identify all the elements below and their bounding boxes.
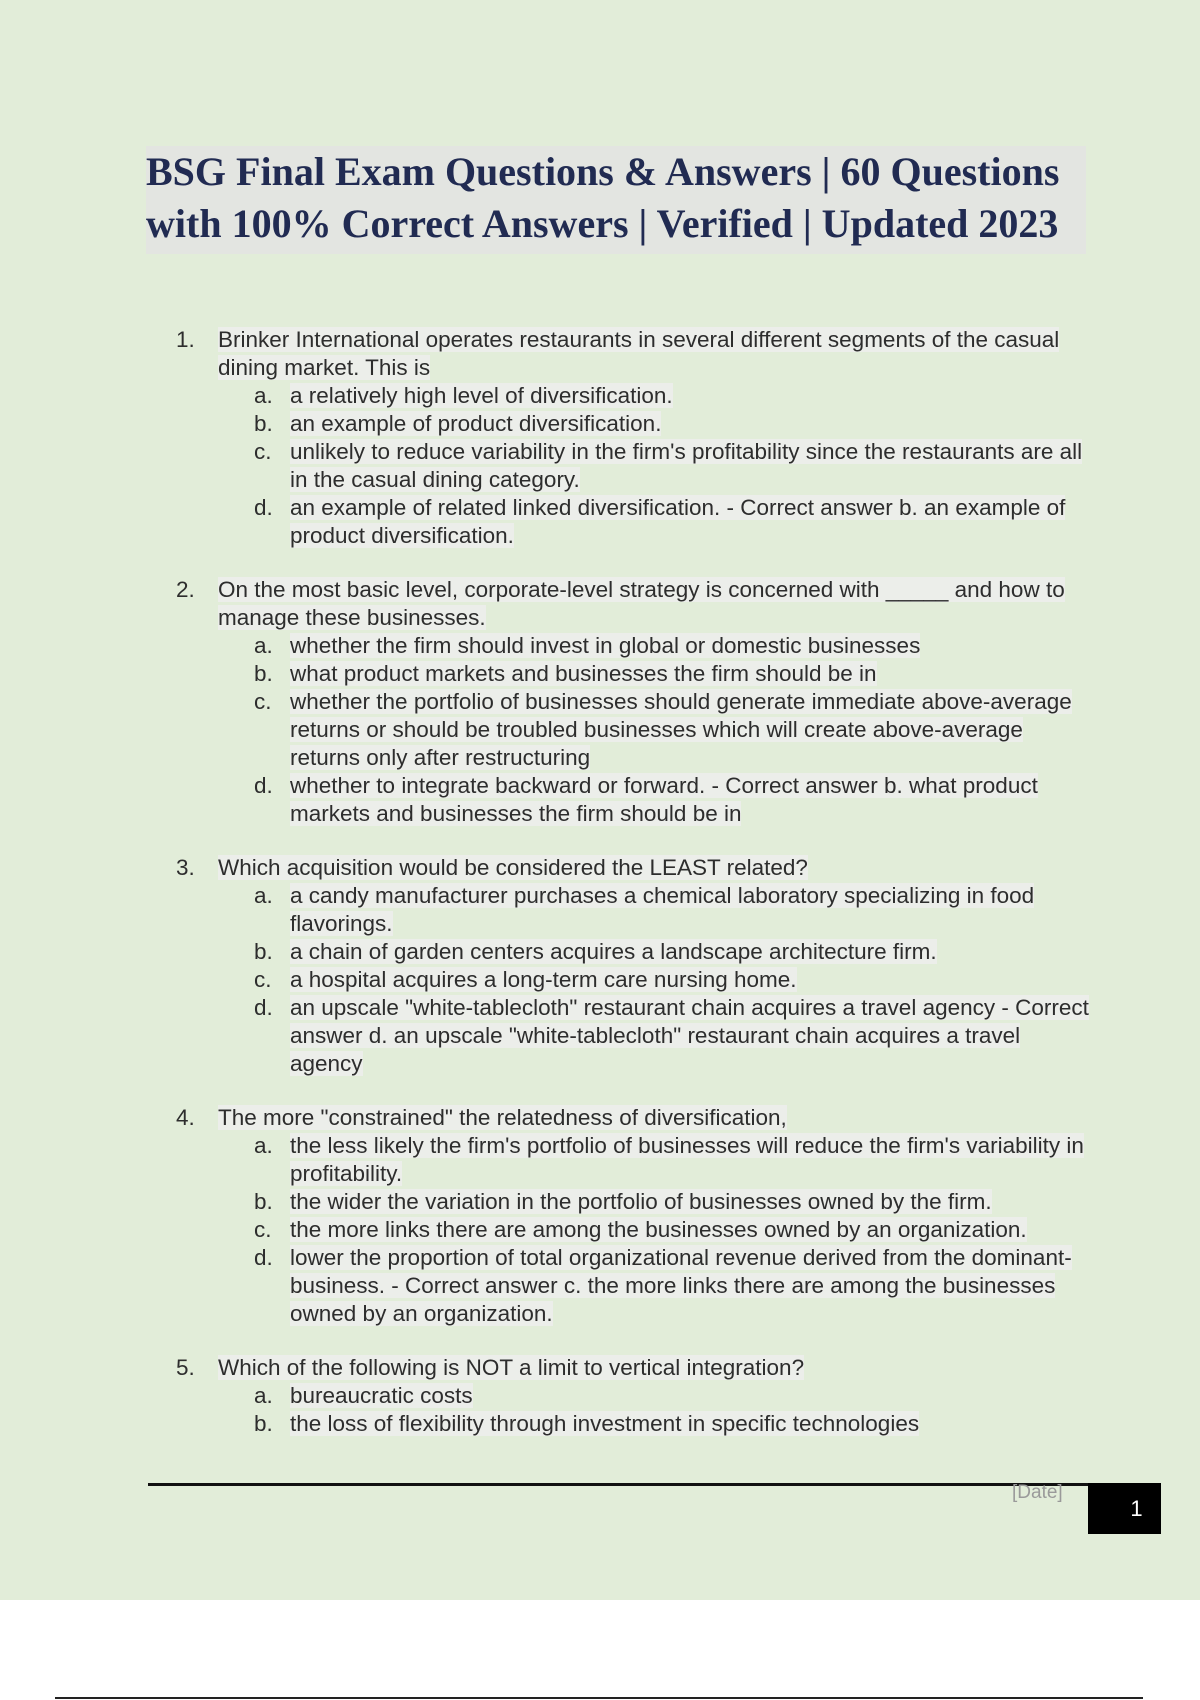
question-list: [176, 326, 1096, 1464]
document-title: BSG Final Exam Questions & Answers | 60 Questions with 100% Correct Answers | Verified | Updated 2023: [146, 146, 1086, 254]
answer-option: [218, 632, 1096, 660]
option-text: whether the portfolio of businesses should generate immediate above-average returns or should be troubled businesses which will create above-average returns only after restructuring: [290, 689, 1072, 770]
question-item: [176, 1354, 1096, 1438]
option-letter: d.: [254, 995, 273, 1020]
answer-options: [218, 882, 1096, 1078]
question-number: 5.: [176, 1355, 195, 1380]
answer-option: [218, 994, 1096, 1078]
option-letter: d.: [254, 773, 273, 798]
answer-options: [218, 382, 1096, 550]
option-letter: c.: [254, 439, 272, 464]
page-number-box: [1088, 1483, 1161, 1534]
option-letter: c.: [254, 689, 272, 714]
option-text: unlikely to reduce variability in the firm's profitability since the restaurants are all in the casual dining category.: [290, 439, 1083, 492]
option-text: an example of product diversification.: [290, 411, 662, 436]
option-text: a relatively high level of diversification.: [290, 383, 673, 408]
option-letter: b.: [254, 1411, 273, 1436]
option-letter: d.: [254, 1245, 273, 1270]
answer-option: [218, 494, 1096, 550]
question-item: [176, 576, 1096, 828]
option-text: whether the firm should invest in global or domestic businesses: [290, 633, 921, 658]
answer-option: [218, 1382, 1096, 1410]
answer-options: [218, 632, 1096, 828]
option-letter: a.: [254, 383, 273, 408]
option-text: lower the proportion of total organizational revenue derived from the dominant-business. - Correct answer c. the more links there are among the businesses owned by an organization.: [290, 1245, 1072, 1326]
option-letter: a.: [254, 1133, 273, 1158]
question-text: On the most basic level, corporate-level strategy is concerned with _____ and how to manage these businesses.: [218, 577, 1065, 630]
question-item: [176, 1104, 1096, 1328]
answer-option: [218, 1244, 1096, 1328]
option-text: the more links there are among the businesses owned by an organization.: [290, 1217, 1027, 1242]
option-text: the loss of flexibility through investment in specific technologies: [290, 1411, 920, 1436]
question-number: 2.: [176, 577, 195, 602]
option-letter: a.: [254, 633, 273, 658]
option-text: whether to integrate backward or forward. - Correct answer b. what product markets and businesses the firm should be in: [290, 773, 1038, 826]
option-text: the wider the variation in the portfolio of businesses owned by the firm.: [290, 1189, 992, 1214]
answer-option: [218, 660, 1096, 688]
page-number: 1: [1130, 1495, 1143, 1521]
answer-option: [218, 688, 1096, 772]
answer-option: [218, 1216, 1096, 1244]
option-text: the less likely the firm's portfolio of businesses will reduce the firm's variability in profitability.: [290, 1133, 1084, 1186]
question-text: Brinker International operates restaurants in several different segments of the casual dining market. This is: [218, 327, 1060, 380]
option-letter: b.: [254, 411, 273, 436]
option-text: bureaucratic costs: [290, 1383, 473, 1408]
option-letter: a.: [254, 883, 273, 908]
option-letter: b.: [254, 1189, 273, 1214]
option-text: a chain of garden centers acquires a landscape architecture firm.: [290, 939, 937, 964]
option-text: a candy manufacturer purchases a chemical laboratory specializing in food flavorings.: [290, 883, 1035, 936]
footer-date-placeholder: [Date]: [1012, 1482, 1063, 1503]
answer-option: [218, 1132, 1096, 1188]
answer-option: [218, 966, 1096, 994]
option-letter: b.: [254, 939, 273, 964]
question-number: 3.: [176, 855, 195, 880]
answer-option: [218, 382, 1096, 410]
answer-option: [218, 882, 1096, 938]
answer-option: [218, 1410, 1096, 1438]
answer-option: [218, 438, 1096, 494]
option-text: a hospital acquires a long-term care nursing home.: [290, 967, 797, 992]
answer-option: [218, 1188, 1096, 1216]
question-item: [176, 854, 1096, 1078]
question-number: 4.: [176, 1105, 195, 1130]
question-text: The more "constrained" the relatedness of diversification,: [218, 1105, 787, 1130]
question-item: [176, 326, 1096, 550]
option-letter: c.: [254, 967, 272, 992]
question-text: Which of the following is NOT a limit to vertical integration?: [218, 1355, 805, 1380]
option-text: what product markets and businesses the firm should be in: [290, 661, 877, 686]
answer-options: [218, 1382, 1096, 1438]
answer-option: [218, 772, 1096, 828]
option-text: an example of related linked diversification. - Correct answer b. an example of product diversification.: [290, 495, 1066, 548]
option-letter: d.: [254, 495, 273, 520]
option-letter: a.: [254, 1383, 273, 1408]
question-number: 1.: [176, 327, 195, 352]
answer-options: [218, 1132, 1096, 1328]
option-letter: c.: [254, 1217, 272, 1242]
question-text: Which acquisition would be considered the LEAST related?: [218, 855, 808, 880]
next-page-divider: [55, 1697, 1143, 1699]
option-letter: b.: [254, 661, 273, 686]
footer-divider: [148, 1483, 1088, 1486]
answer-option: [218, 410, 1096, 438]
option-text: an upscale "white-tablecloth" restaurant chain acquires a travel agency - Correct answer d. an upscale "white-tablecloth" restaurant chain acquires a travel agency: [290, 995, 1089, 1076]
answer-option: [218, 938, 1096, 966]
